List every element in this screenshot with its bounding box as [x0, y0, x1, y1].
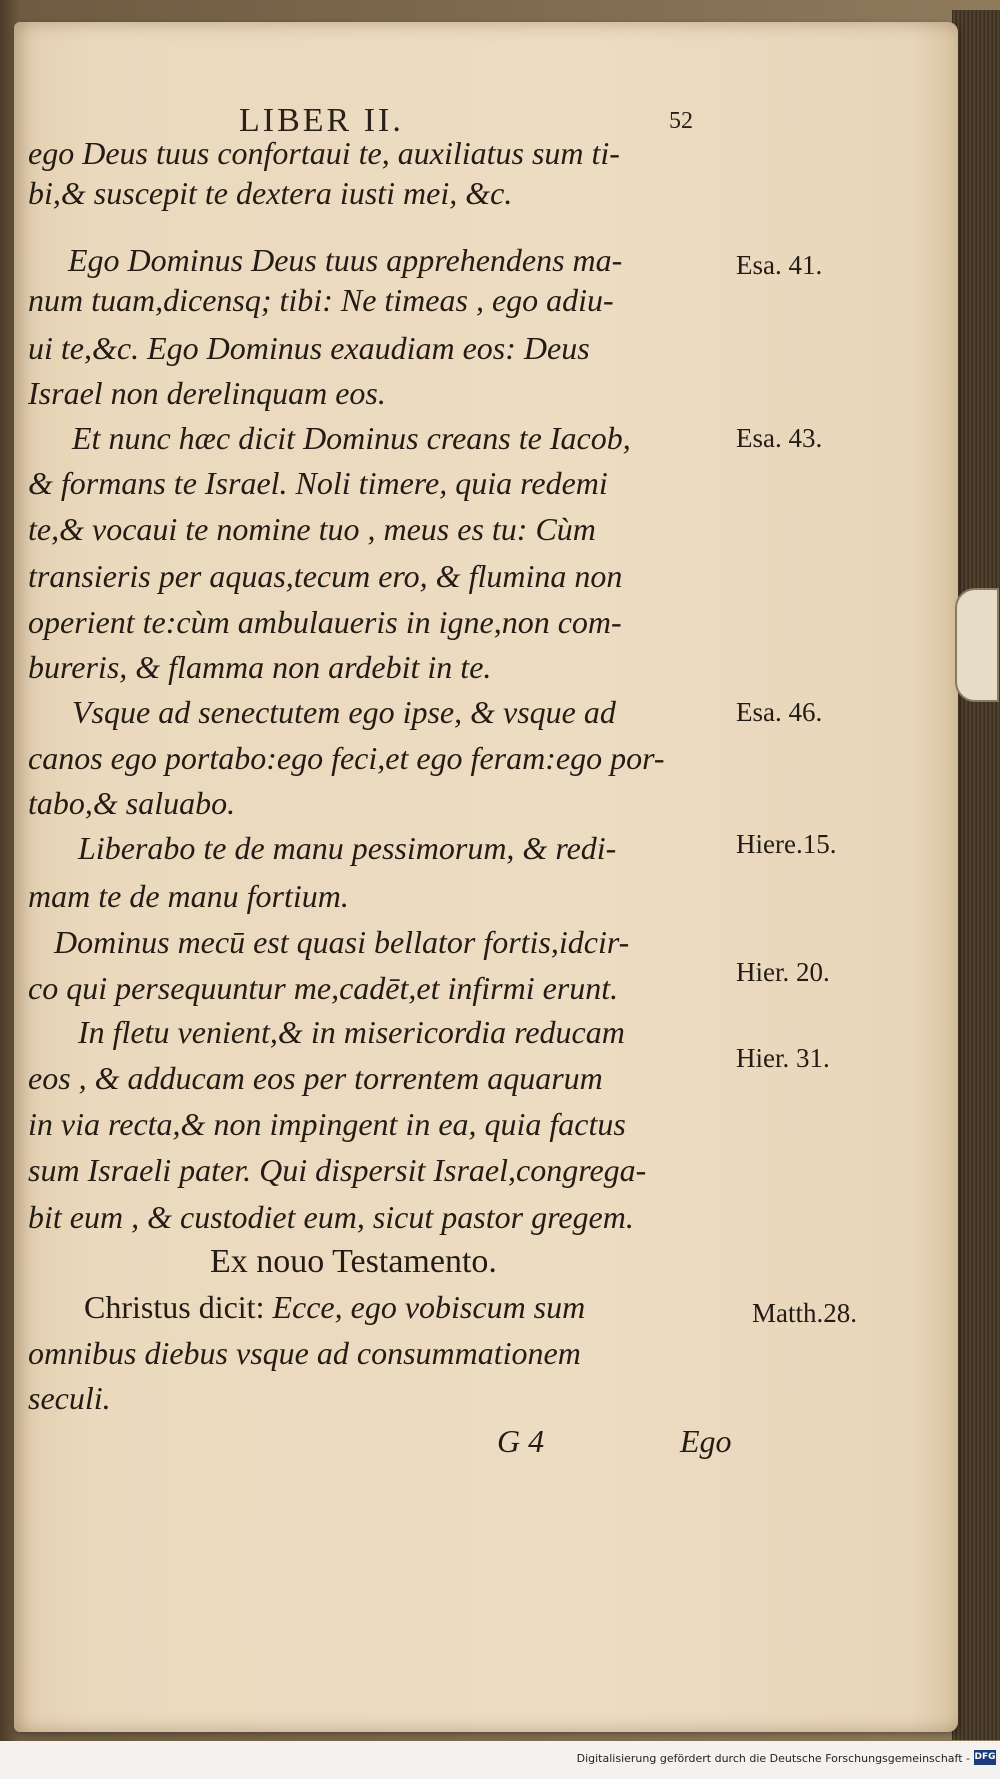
text-line: bureris, & flamma non ardebit in te.: [28, 649, 492, 685]
footer-bar: [0, 1741, 1000, 1779]
text-line: Israel non derelinquam eos.: [28, 375, 386, 411]
text-line: in via recta,& non impingent in ea, quia factus: [28, 1106, 626, 1142]
catchword: Ego: [680, 1423, 732, 1459]
text-line: bi,& suscepit te dextera iusti mei, &c.: [28, 175, 513, 211]
running-head: LIBER II.: [239, 102, 404, 139]
text-line: omnibus diebus vsque ad consummationem: [28, 1335, 581, 1371]
margin-reference: Matth.28.: [752, 1298, 857, 1328]
margin-reference: Esa. 43.: [736, 423, 823, 453]
text-line: [84, 1287, 814, 1327]
signature-mark: G 4: [497, 1423, 545, 1459]
text-line: ui te,&c. Ego Dominus exaudiam eos: Deus: [28, 330, 590, 366]
dfg-logo: DFG: [974, 1750, 996, 1765]
section-heading: Ex nouo Testamento.: [210, 1243, 497, 1280]
text-line: co qui persequuntur me,cadēt,et infirmi erunt.: [28, 970, 619, 1006]
christ-lead: Christus dicit:: [84, 1289, 273, 1325]
page-tab-marker: [955, 588, 999, 702]
footer-credit: Digitalisierung gefördert durch die Deutsche Forschungsgemeinschaft -: [576, 1752, 970, 1765]
margin-reference: Esa. 46.: [736, 697, 823, 727]
margin-reference: Esa. 41.: [736, 250, 823, 280]
christ-quote: Ecce, ego vobiscum sum: [272, 1289, 586, 1325]
text-line: te,& vocaui te nomine tuo , meus es tu: Cùm: [28, 511, 596, 547]
text-line: Liberabo te de manu pessimorum, & redi-: [78, 830, 617, 866]
text-line: In fletu venient,& in misericordia reducam: [78, 1014, 625, 1050]
text-line: seculi.: [28, 1380, 111, 1416]
text-line: tabo,& saluabo.: [28, 785, 236, 821]
text-line: mam te de manu fortium.: [28, 878, 349, 914]
text-line: Et nunc hæc dicit Dominus creans te Iacob,: [72, 420, 631, 456]
text-line: eos , & adducam eos per torrentem aquarum: [28, 1060, 603, 1096]
margin-reference: Hiere.15.: [736, 829, 837, 859]
text-line: Dominus mecū est quasi bellator fortis,idcir-: [54, 924, 630, 960]
text-line: operient te:cùm ambulaueris in igne,non com-: [28, 604, 622, 640]
text-line: canos ego portabo:ego feci,et ego feram:ego por-: [28, 740, 665, 776]
margin-reference: Hier. 20.: [736, 957, 830, 987]
folio-number: 52: [669, 108, 693, 134]
margin-reference: Hier. 31.: [736, 1043, 830, 1073]
text-line: ego Deus tuus confortaui te, auxiliatus sum ti-: [28, 135, 620, 171]
text-line: num tuam,dicensq; tibi: Ne timeas , ego adiu-: [28, 282, 614, 318]
book-fore-edge: [952, 10, 1000, 1740]
text-line: transieris per aquas,tecum ero, & flumina non: [28, 558, 623, 594]
text-line: bit eum , & custodiet eum, sicut pastor gregem.: [28, 1199, 634, 1235]
text-line: & formans te Israel. Noli timere, quia redemi: [28, 465, 608, 501]
text-line: Ego Dominus Deus tuus apprehendens ma-: [68, 242, 623, 278]
text-line: sum Israeli pater. Qui dispersit Israel,congrega-: [28, 1152, 647, 1188]
text-line: Vsque ad senectutem ego ipse, & vsque ad: [72, 694, 616, 730]
